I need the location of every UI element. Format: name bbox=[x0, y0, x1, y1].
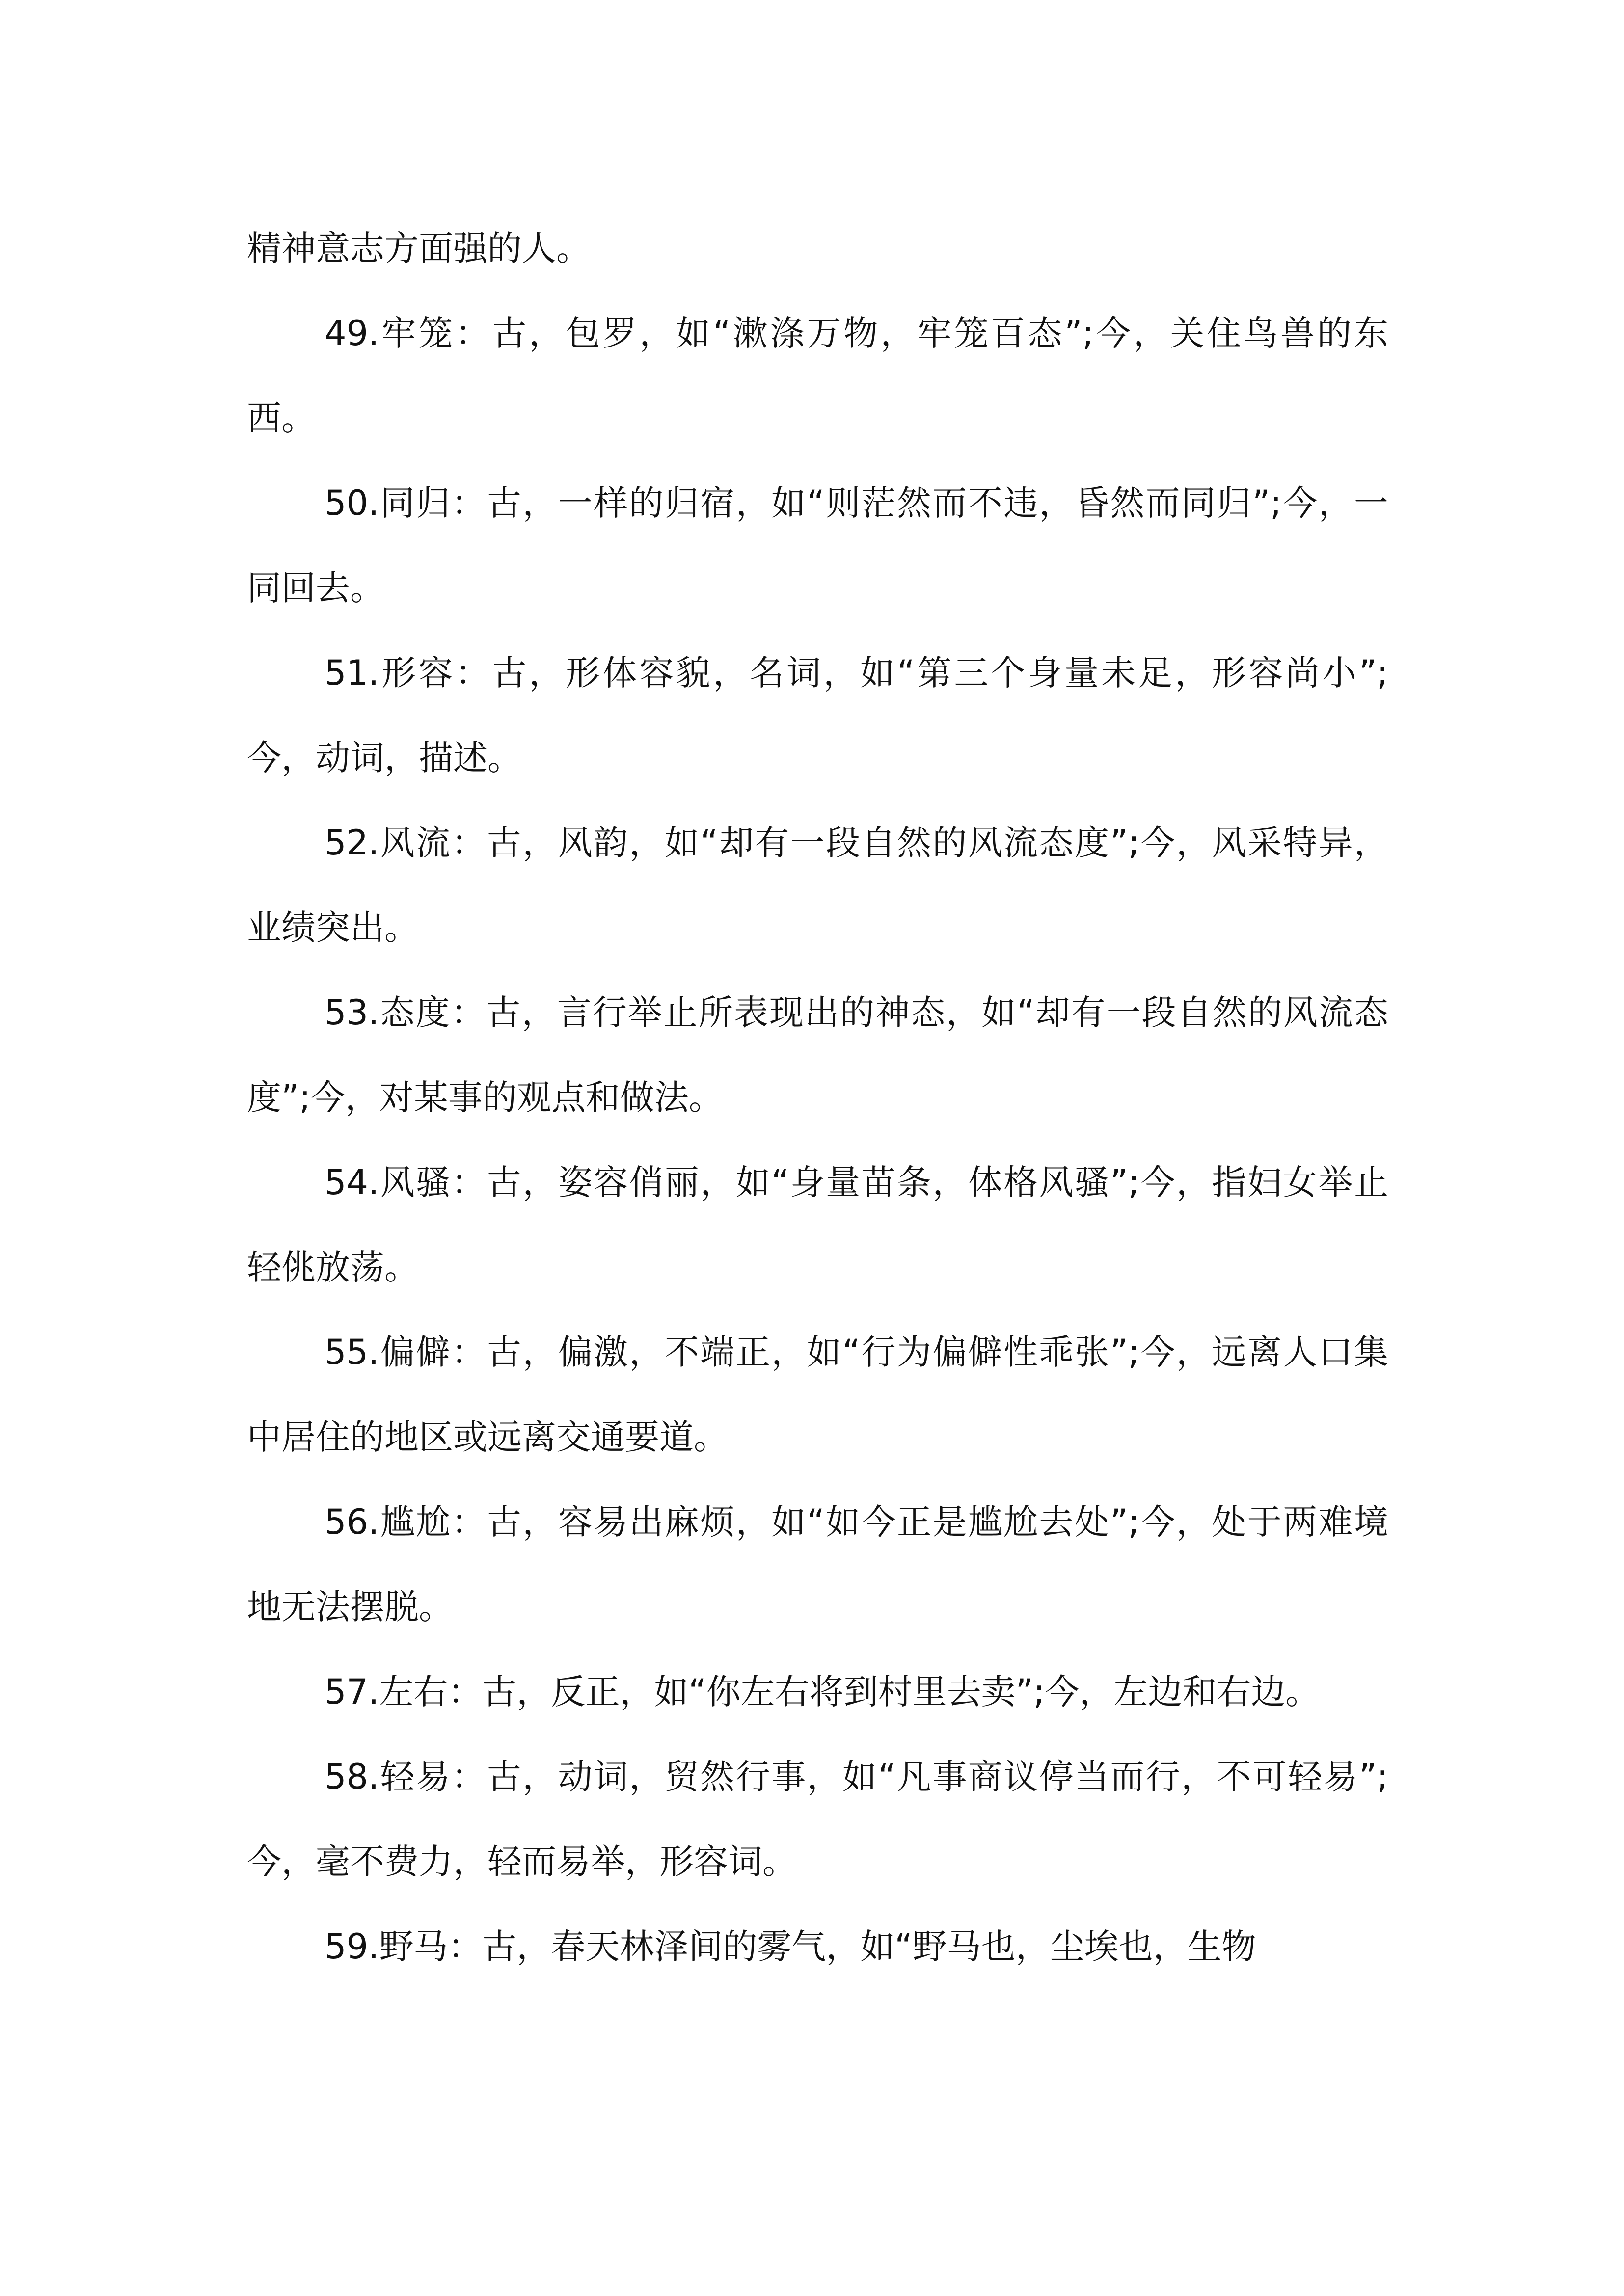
paragraph-entry-54: 54.风骚：古，姿容俏丽，如“身量苗条，体格风骚”;今，指妇女举止轻佻放荡。 bbox=[247, 1162, 1388, 1287]
paragraph-entry-55: 55.偏僻：古，偏激，不端正，如“行为偏僻性乖张”;今，远离人口集中居住的地区或远离交通要道。 bbox=[247, 1332, 1388, 1457]
paragraph-entry-59: 59.野马：古，春天林泽间的雾气，如“野马也，尘埃也，生物 bbox=[325, 1926, 1256, 1967]
paragraph-entry-49: 49.牢笼：古，包罗，如“漱涤万物，牢笼百态”;今，关住鸟兽的东西。 bbox=[247, 313, 1388, 438]
paragraph-entry-57: 57.左右：古，反正，如“你左右将到村里去卖”;今，左边和右边。 bbox=[325, 1672, 1320, 1712]
document-body bbox=[247, 206, 1388, 1989]
paragraph-entry-53: 53.态度：古，言行举止所表现出的神态，如“却有一段自然的风流态度”;今，对某事的观点和做法。 bbox=[247, 992, 1388, 1118]
paragraph-entry-52: 52.风流：古，风韵，如“却有一段自然的风流态度”;今，风采特异，业绩突出。 bbox=[247, 823, 1388, 948]
paragraph-entry-58: 58.轻易：古，动词，贸然行事，如“凡事商议停当而行，不可轻易”;今，毫不费力，轻而易举，形容词。 bbox=[247, 1757, 1388, 1882]
paragraph-entry-56: 56.尴尬：古，容易出麻烦，如“如今正是尴尬去处”;今，处于两难境地无法摆脱。 bbox=[247, 1502, 1388, 1627]
paragraph-entry-50: 50.同归：古，一样的归宿，如“则茫然而不违，昏然而同归”;今，一同回去。 bbox=[247, 483, 1388, 608]
paragraph-continuation: 精神意志方面强的人。 bbox=[247, 228, 591, 268]
paragraph-entry-51: 51.形容：古，形体容貌，名词，如“第三个身量未足，形容尚小”;今，动词，描述。 bbox=[247, 653, 1388, 778]
